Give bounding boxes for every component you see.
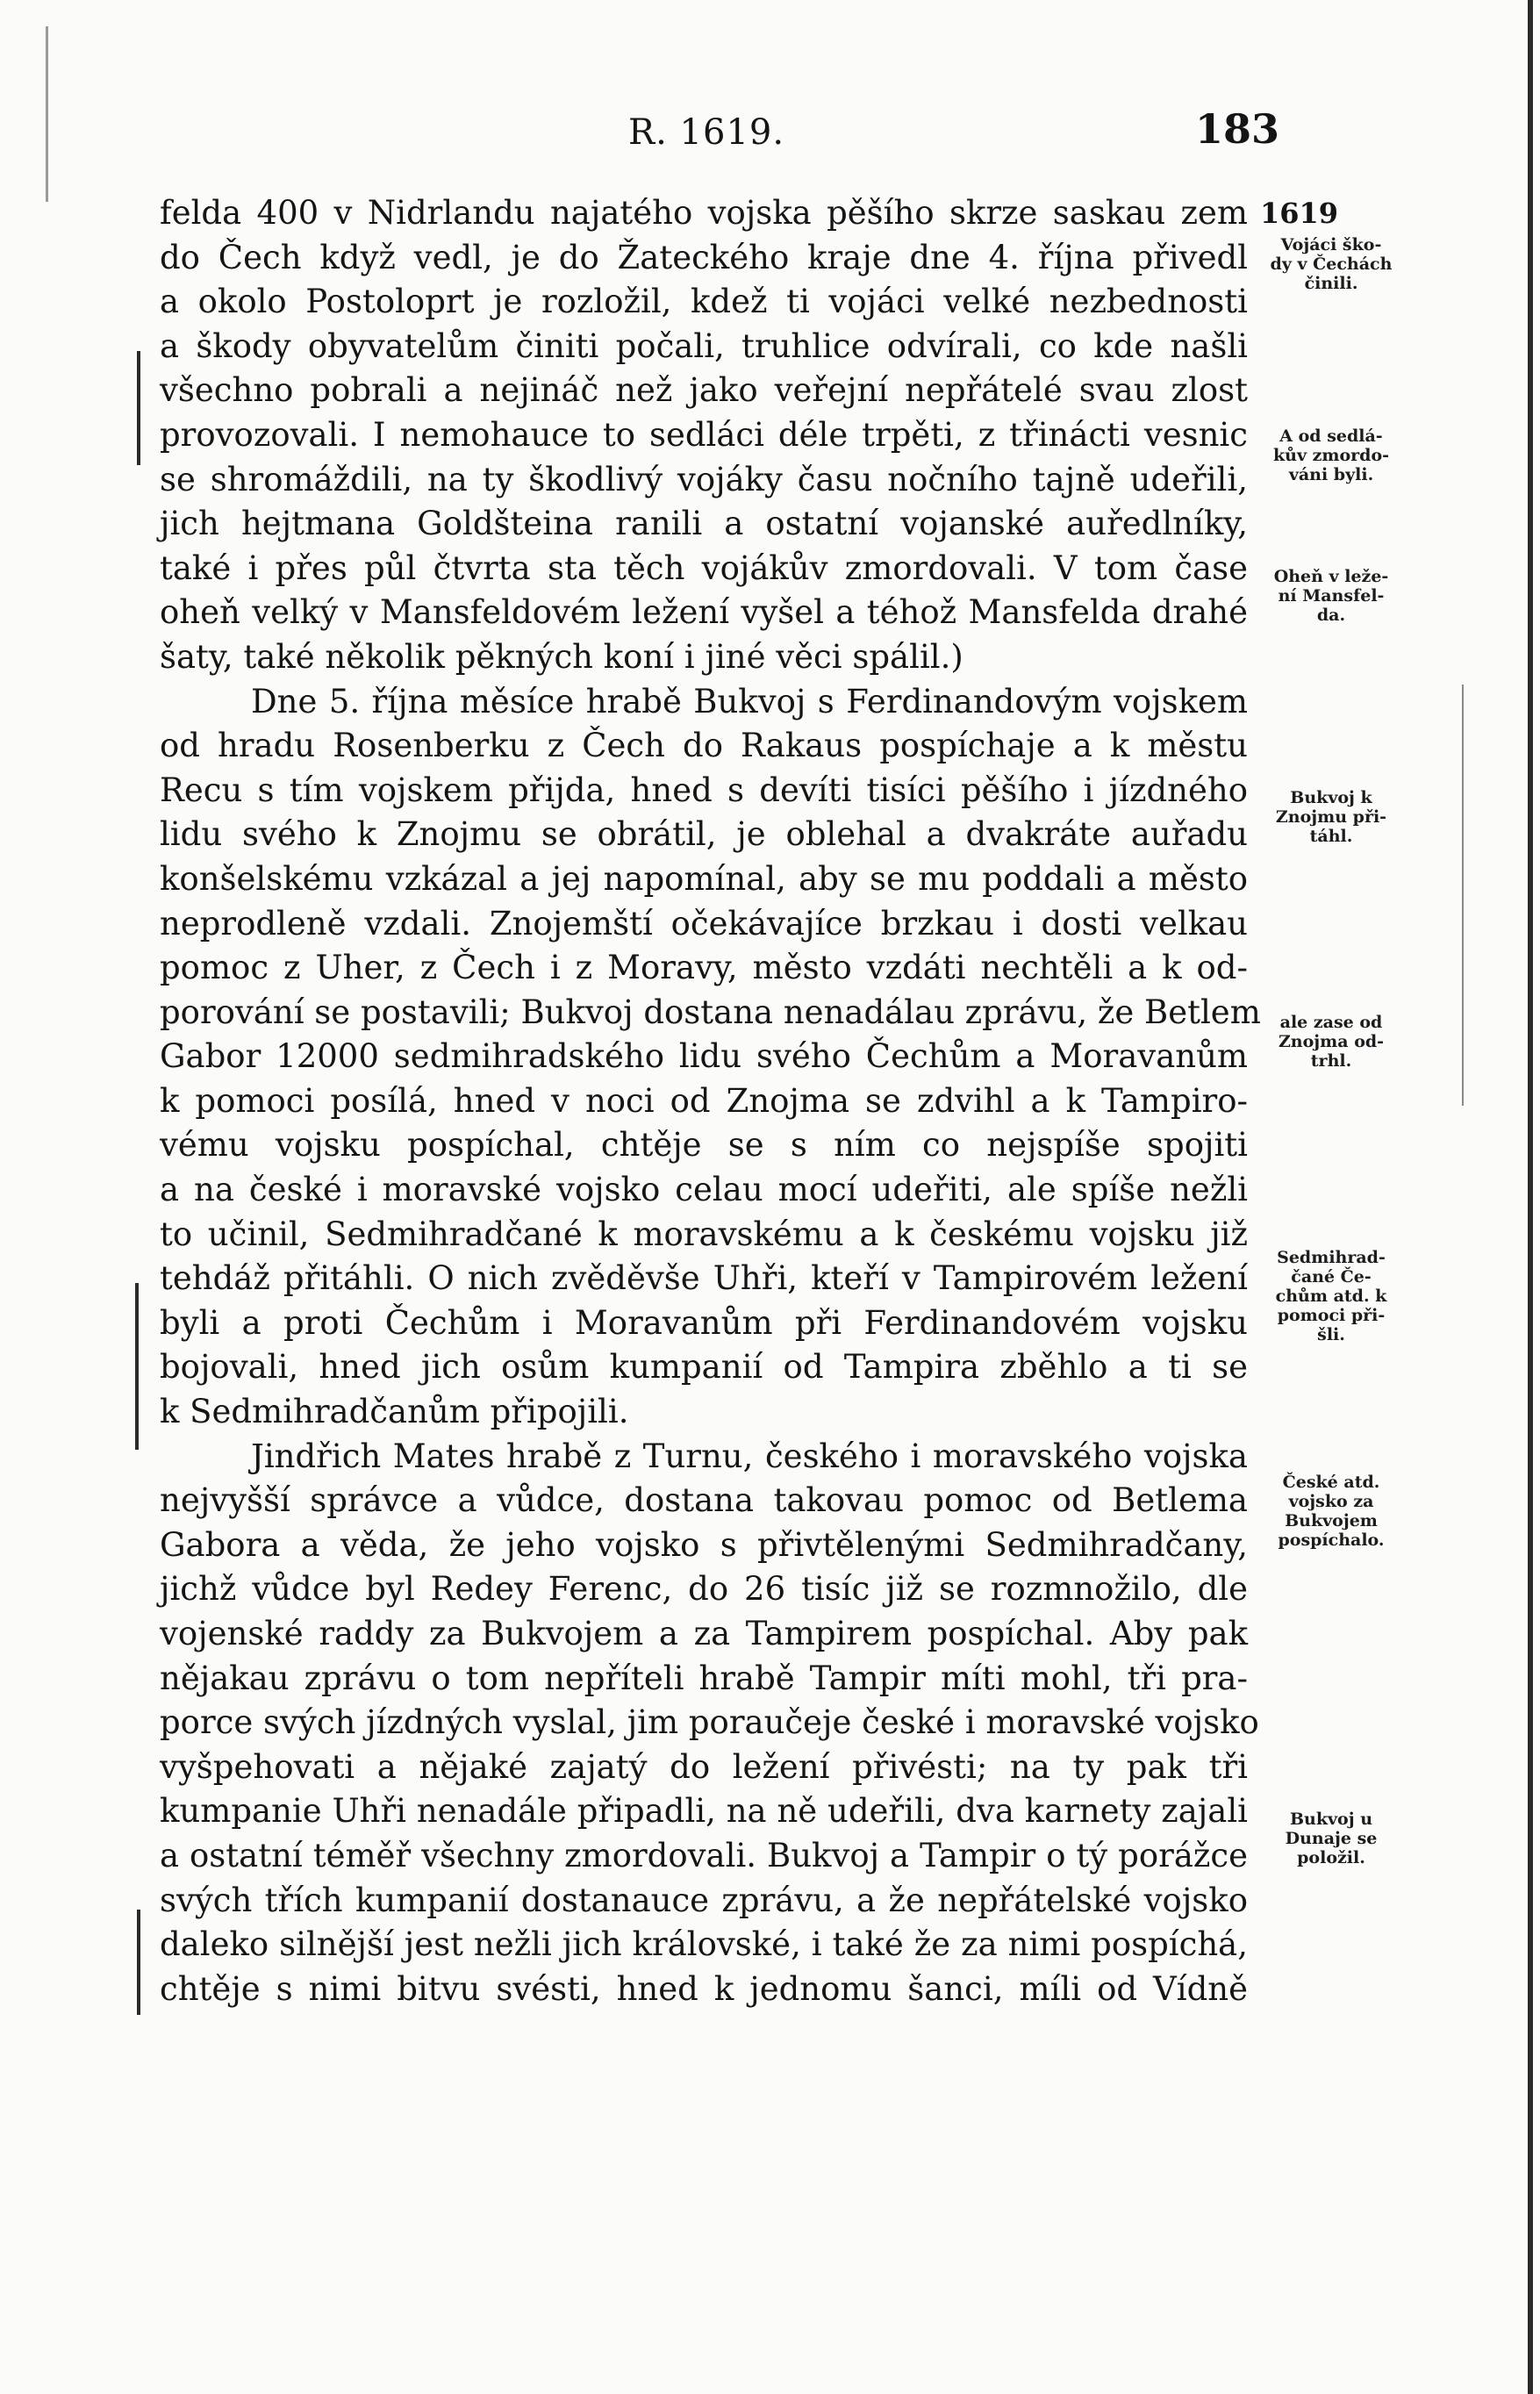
text-line: daleko silnější jest nežli jich královské, i také že za nimi pospíchá, bbox=[160, 1925, 1248, 1964]
running-head-year: R. 1619. bbox=[628, 112, 785, 153]
text-line: konšelskému vzkázal a jej napomínal, aby se mu poddali a město bbox=[160, 859, 1248, 898]
marginal-note: A od sedlá- kův zmordo- váni byli. bbox=[1272, 426, 1390, 484]
text-line: lidu svého k Znojmu se obrátil, je oblehal a dvakráte auřadu bbox=[160, 815, 1248, 854]
text-line: všechno pobrali a nejináč než jako veřejní nepřátelé svau zlost bbox=[160, 371, 1248, 410]
running-head bbox=[0, 104, 1540, 156]
text-line: od hradu Rosenberku z Čech do Rakaus pospíchaje a k městu bbox=[160, 727, 1248, 765]
text-line: Recu s tím vojskem přijda, hned s devíti tisíci pěšího i jízdného bbox=[160, 771, 1248, 809]
text-line: Gabor 12000 sedmihradského lidu svého Čechům a Moravanům bbox=[160, 1037, 1248, 1076]
marginal-note: Bukvoj k Znojmu při- táhl. bbox=[1275, 788, 1387, 846]
paragraph-3 bbox=[160, 1435, 1259, 2012]
page-edge-shadow-right bbox=[1528, 0, 1533, 2394]
paragraph-2 bbox=[160, 680, 1261, 1435]
text-line: tehdáž přitáhli. O nich zvěděvše Uhři, kteří v Tampirovém ležení bbox=[160, 1259, 1248, 1298]
paragraph-1 bbox=[160, 191, 1248, 680]
paragraph-text bbox=[160, 680, 1261, 1435]
text-line: svých třích kumpanií dostanauce zprávu, a že nepřátelské vojsko bbox=[160, 1881, 1248, 1919]
text-line: nějakau zprávu o tom nepříteli hrabě Tampir míti mohl, tři pra- bbox=[160, 1659, 1248, 1697]
text-line: neprodleně vzdali. Znojemští očekávajíce brzkau i dosti velkau bbox=[160, 904, 1248, 943]
text-line: porce svých jízdných vyslal, jim poraučeje české i moravské vojsko bbox=[160, 1703, 1259, 1742]
text-line: Jindřich Mates hrabě z Turnu, českého i moravského vojska bbox=[251, 1437, 1248, 1475]
text-line: Gabora a věda, že jeho vojsko s přivtělenými Sedmihradčany, bbox=[160, 1525, 1248, 1564]
marginal-note: Oheň v leže- ní Mansfel- da. bbox=[1273, 567, 1389, 625]
paragraph-text bbox=[160, 1435, 1259, 2012]
text-line: jich hejtmana Goldšteina ranili a ostatní vojanské auředlníky, bbox=[160, 505, 1248, 543]
text-line: vému vojsku pospíchal, chtěje se s ním co nejspíše spojiti bbox=[160, 1126, 1248, 1165]
marginal-note: České atd. vojsko za Bukvojem pospíchalo. bbox=[1278, 1473, 1385, 1550]
text-line: felda 400 v Nidrlandu najatého vojska pěšího skrze saskau zem bbox=[160, 194, 1248, 232]
pencil-margin-mark bbox=[137, 1910, 140, 2015]
marginal-note: ale zase od Znojma od- trhl. bbox=[1278, 1013, 1385, 1071]
text-line: byli a proti Čechům i Moravanům při Ferdinandovém vojsku bbox=[160, 1303, 1248, 1342]
text-line: a okolo Postoloprt je rozložil, kdež ti vojáci velké nezbednosti bbox=[160, 283, 1248, 321]
marginal-note: Bukvoj u Dunaje se položil. bbox=[1285, 1810, 1378, 1867]
text-line: chtěje s nimi bitvu svésti, hned k jednomu šanci, míli od Vídně bbox=[160, 1969, 1248, 2008]
text-line: oheň velký v Mansfeldovém ležení vyšel a téhož Mansfelda drahé bbox=[160, 593, 1248, 632]
text-line: a na české i moravské vojsko celau mocí udeřiti, ale spíše nežli bbox=[160, 1171, 1248, 1209]
text-line: to učinil, Sedmihradčané k moravskému a k českému vojsku již bbox=[160, 1215, 1248, 1253]
marginal-year: 1619 bbox=[1260, 197, 1339, 230]
text-line: a ostatní téměř všechny zmordovali. Bukvoj a Tampir o tý porážce bbox=[160, 1836, 1248, 1874]
paragraph-text bbox=[160, 191, 1248, 680]
marginal-note: Vojáci ško- dy v Čechách činili. bbox=[1270, 235, 1393, 293]
text-line: pomoc z Uher, z Čech i z Moravy, město vzdáti nechtěli a k od- bbox=[160, 949, 1248, 987]
text-line: také i přes půl čtvrta sta těch vojákův zmordovali. V tom čase bbox=[160, 548, 1248, 587]
text-line: k pomoci posílá, hned v noci od Znojma se zdvihl a k Tampiro- bbox=[160, 1081, 1248, 1120]
text-line: vyšpehovati a nějaké zajatý do ležení přivésti; na ty pak tři bbox=[160, 1747, 1248, 1786]
pencil-margin-mark bbox=[1462, 685, 1464, 1106]
text-line: jichž vůdce byl Redey Ferenc, do 26 tisíc již se rozmnožilo, dle bbox=[160, 1570, 1248, 1609]
text-line: kumpanie Uhři nenadále připadli, na ně udeřili, dva karnety zajali bbox=[160, 1792, 1248, 1831]
pencil-margin-mark bbox=[137, 351, 140, 465]
text-line: Dne 5. října měsíce hrabě Bukvoj s Ferdinandovým vojskem bbox=[251, 682, 1248, 720]
text-line: a škody obyvatelům činiti počali, truhlice odvírali, co kde našli bbox=[160, 326, 1248, 365]
pencil-margin-mark bbox=[135, 1283, 139, 1450]
text-line: vojenské raddy za Bukvojem a za Tampirem pospíchal. Aby pak bbox=[160, 1615, 1248, 1652]
text-line: šaty, také několik pěkných koní i jiné věci spálil.) bbox=[160, 637, 963, 676]
text-line: provozovali. I nemohauce to sedláci déle trpěti, z třinácti vesnic bbox=[160, 415, 1248, 454]
body-text bbox=[160, 191, 1261, 2011]
marginal-note: Sedmihrad- čané Če- chům atd. k pomoci při- šli. bbox=[1275, 1248, 1387, 1344]
text-line: se shromáždili, na ty škodlivý vojáky času nočního tajně udeřili, bbox=[160, 460, 1248, 498]
text-line: nejvyšší správce a vůdce, dostana takovau pomoc od Betlema bbox=[160, 1481, 1248, 1520]
page-number: 183 bbox=[1195, 105, 1280, 153]
text-line: bojovali, hned jich osům kumpanií od Tampira zběhlo a ti se bbox=[160, 1348, 1248, 1387]
text-line: k Sedmihradčanům připojili. bbox=[160, 1393, 629, 1431]
text-line: do Čech když vedl, je do Žateckého kraje dne 4. října přivedl bbox=[160, 238, 1248, 276]
text-line: porování se postavili; Bukvoj dostana nenadálau zprávu, že Betlem bbox=[160, 993, 1261, 1031]
